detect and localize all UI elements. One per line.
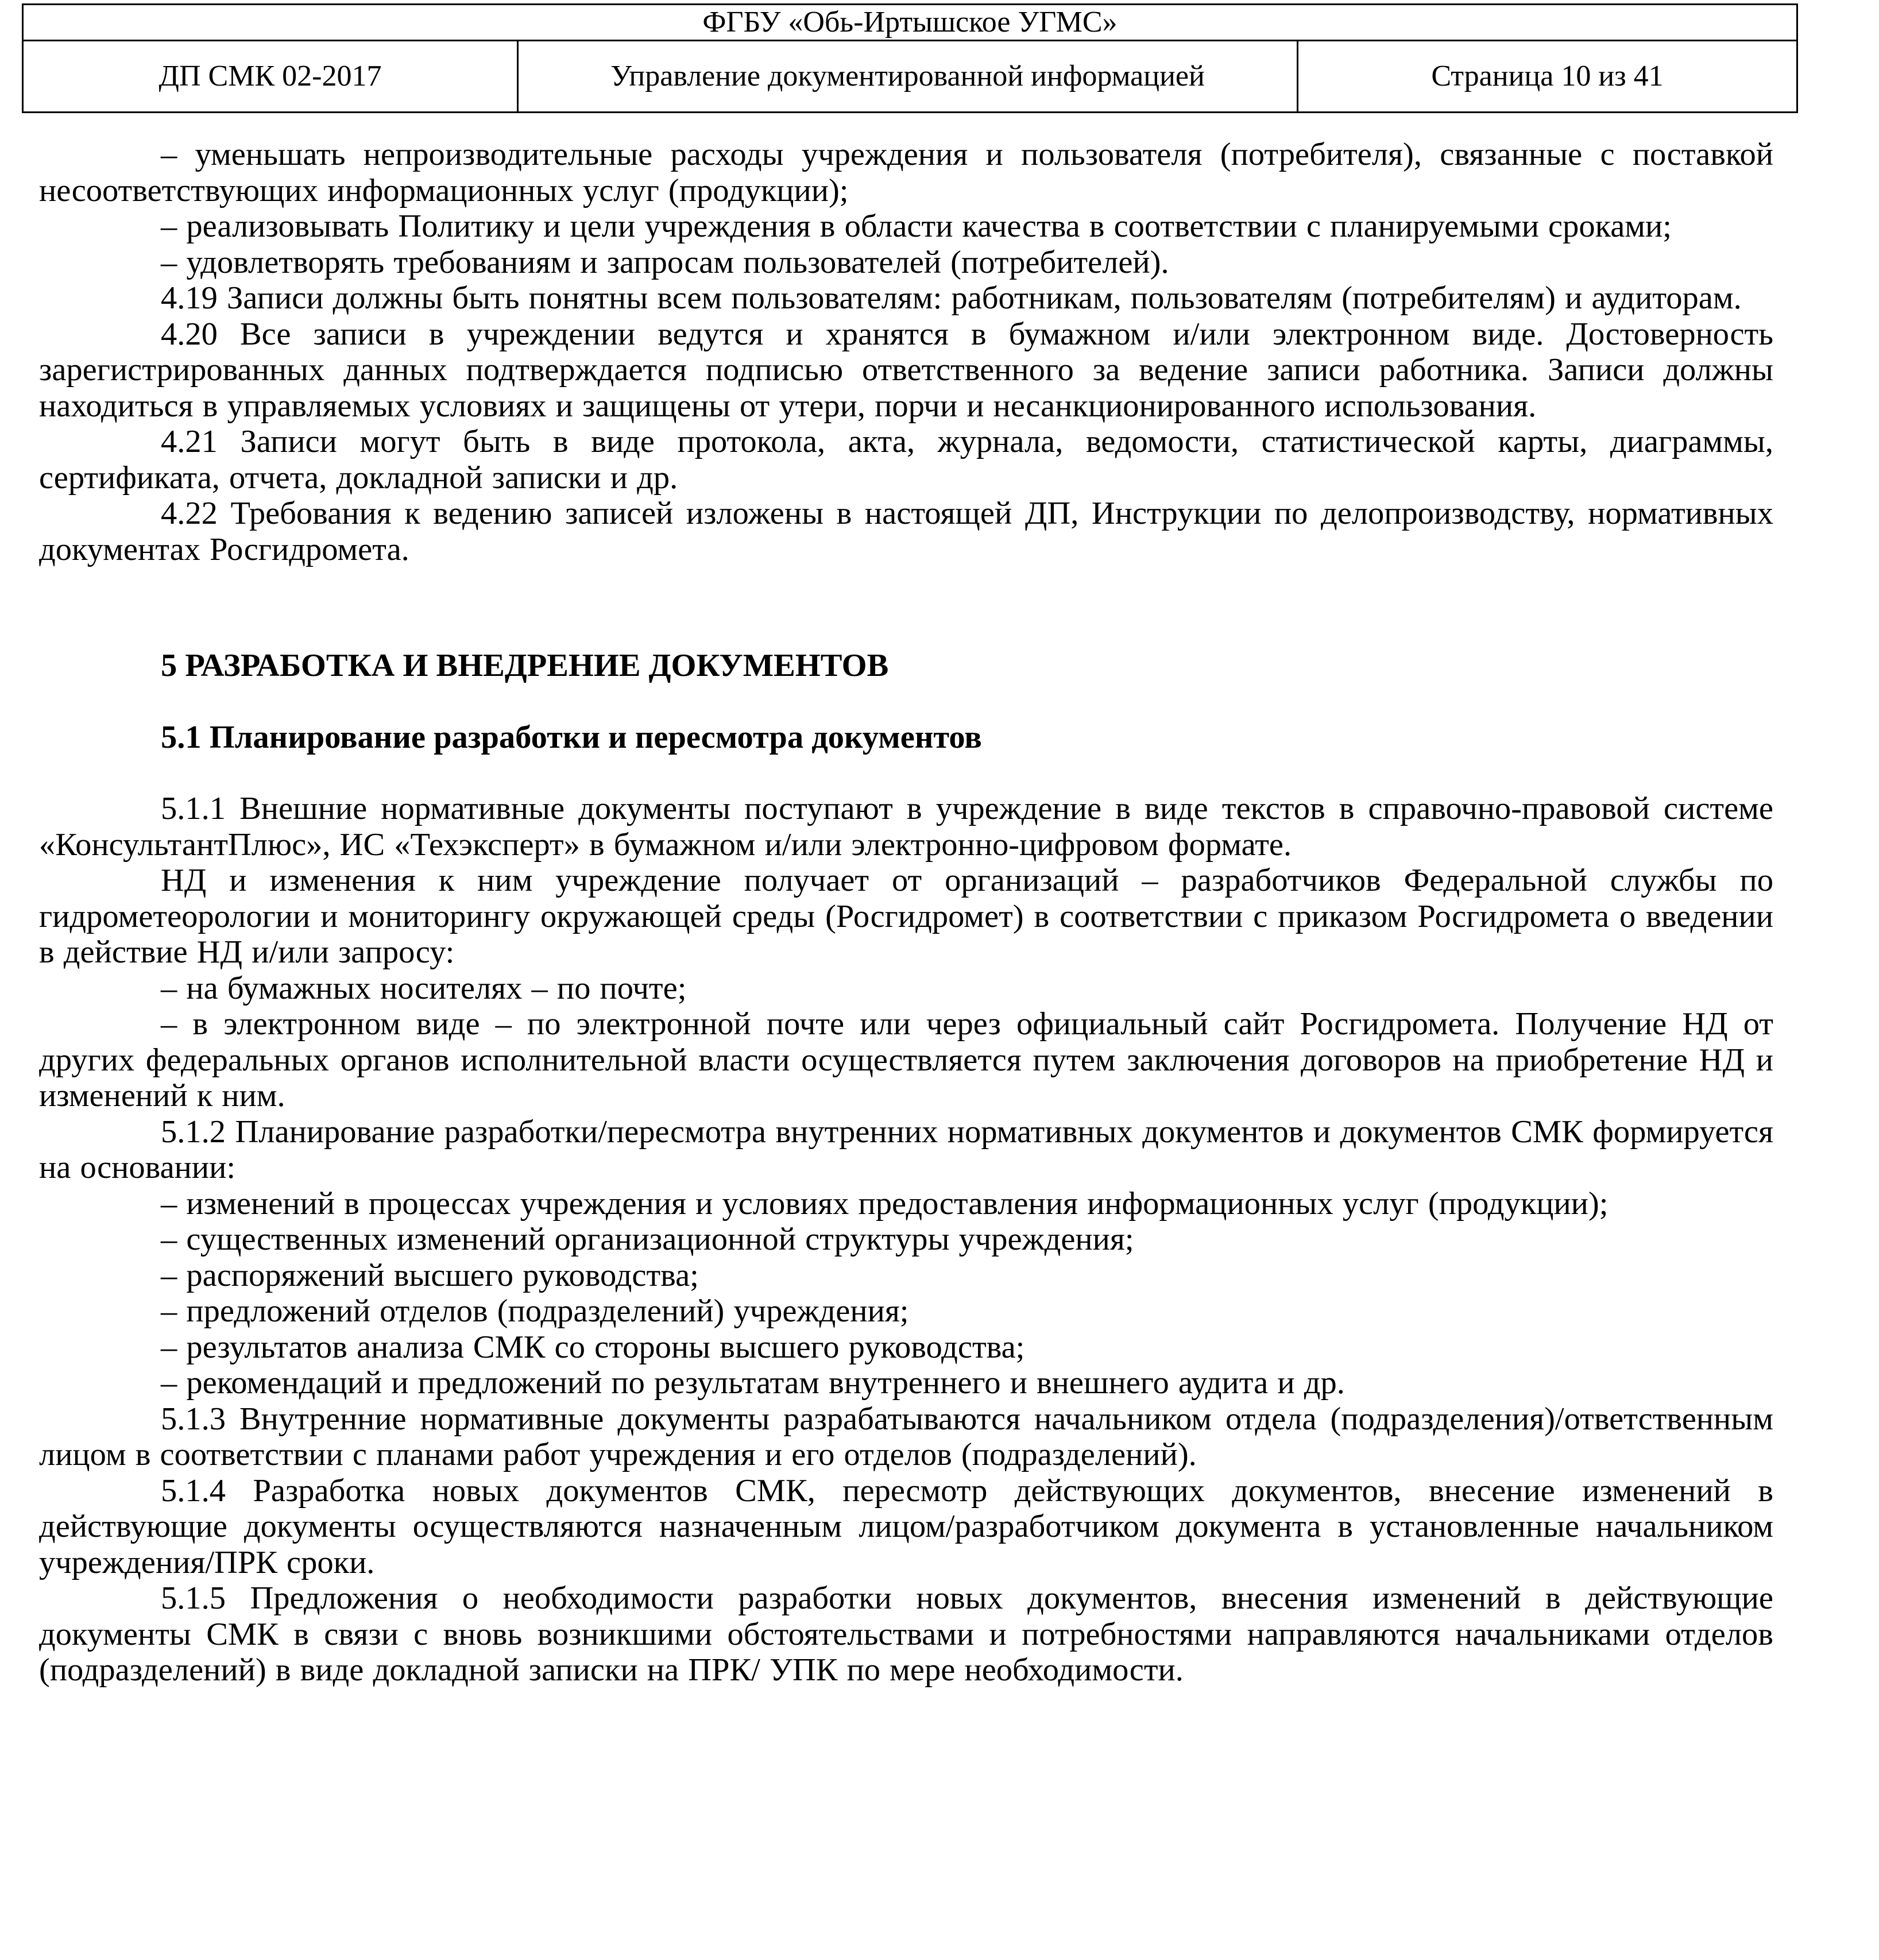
list-item: – уменьшать непроизводительные расходы учреждения и пользователя (потребителя), связанные с поставкой несоответствующих информационных услуг (продукции); [39,137,1773,208]
paragraph-5-1-5: 5.1.5 Предложения о необходимости разработки новых документов, внесения изменений в действующие документы СМК в связи с вновь возникшими обстоятельствами и потребностями направляются начальниками отделов (подразделений) в виде докладной записки на ПРК/ УПК по мере необходимости. [39,1580,1773,1688]
header-doc-title: Управление документированной информацией [518,41,1298,113]
paragraph-4-20: 4.20 Все записи в учреждении ведутся и хранятся в бумажном и/или электронном виде. Достоверность зарегистрированных данных подтверждается подписью ответственного за ведение записи работника. Записи должны находиться в управляемых условиях и защищены от утери, порчи и несанкционированного использования. [39,316,1773,424]
paragraph-5-1-1: 5.1.1 Внешние нормативные документы поступают в учреждение в виде текстов в справочно-правовой системе «КонсультантПлюс», ИС «Техэксперт» в бумажном и/или электронно-цифровом формате. [39,791,1773,863]
heading-spacer [39,684,1773,720]
list-item: – на бумажных носителях – по почте; [161,970,687,1006]
page-header-table [22,3,1798,113]
section-spacer [39,567,1773,648]
paragraph-nd: НД и изменения к ним учреждение получает от организаций – разработчиков Федеральной службы по гидрометеорологии и мониторингу окружающей среды (Росгидромет) в соответствии с приказом Росгидромета о введении в действие НД и/или запросу: [39,863,1773,970]
list-item: – существенных изменений организационной структуры учреждения; [161,1221,1134,1257]
list-item: – предложений отделов (подразделений) учреждения; [161,1293,909,1329]
paragraph-4-19: 4.19 Записи должны быть понятны всем пользователям: работникам, пользователям (потребителям) и аудиторам. [161,280,1742,316]
header-doc-code: ДП СМК 02-2017 [23,41,518,113]
list-item: – распоряжений высшего руководства; [161,1257,699,1293]
document-body [39,137,1773,1688]
list-item: – изменений в процессах учреждения и условиях предоставления информационных услуг (продукции); [161,1185,1609,1221]
list-item: – в электронном виде – по электронной почте или через официальный сайт Росгидромета. Получение НД от других федеральных органов исполнительной власти осуществляется путем заключения договоров на приобретение НД и изменений к ним. [39,1006,1773,1114]
header-organization: ФГБУ «Обь-Иртышское УГМС» [23,5,1797,41]
heading-spacer [39,755,1773,791]
list-item: – удовлетворять требованиям и запросам пользователей (потребителей). [161,244,1169,280]
list-item: – рекомендаций и предложений по результатам внутреннего и внешнего аудита и др. [161,1365,1345,1401]
paragraph-5-1-4: 5.1.4 Разработка новых документов СМК, пересмотр действующих документов, внесение изменений в действующие документы осуществляются назначенным лицом/разработчиком документа в установленные начальником учреждения/ПРК сроки. [39,1472,1773,1580]
list-item: – реализовывать Политику и цели учреждения в области качества в соответствии с планируемыми сроками; [161,208,1672,244]
header-page-number: Страница 10 из 41 [1298,41,1797,113]
paragraph-4-22: 4.22 Требования к ведению записей изложены в настоящей ДП, Инструкции по делопроизводству, нормативных документах Росгидромета. [39,496,1773,567]
paragraph-4-21: 4.21 Записи могут быть в виде протокола, акта, журнала, ведомости, статистической карты, диаграммы, сертификата, отчета, докладной записки и др. [39,424,1773,496]
subsection-heading: 5.1 Планирование разработки и пересмотра документов [161,719,982,755]
paragraph-5-1-2: 5.1.2 Планирование разработки/пересмотра внутренних нормативных документов и документов СМК формируется на основании: [39,1114,1773,1185]
list-item: – результатов анализа СМК со стороны высшего руководства; [161,1329,1025,1365]
section-heading: 5 РАЗРАБОТКА И ВНЕДРЕНИЕ ДОКУМЕНТОВ [161,648,889,683]
paragraph-5-1-3: 5.1.3 Внутренние нормативные документы разрабатываются начальником отдела (подразделения)/ответственным лицом в соответствии с планами работ учреждения и его отделов (подразделений). [39,1401,1773,1472]
